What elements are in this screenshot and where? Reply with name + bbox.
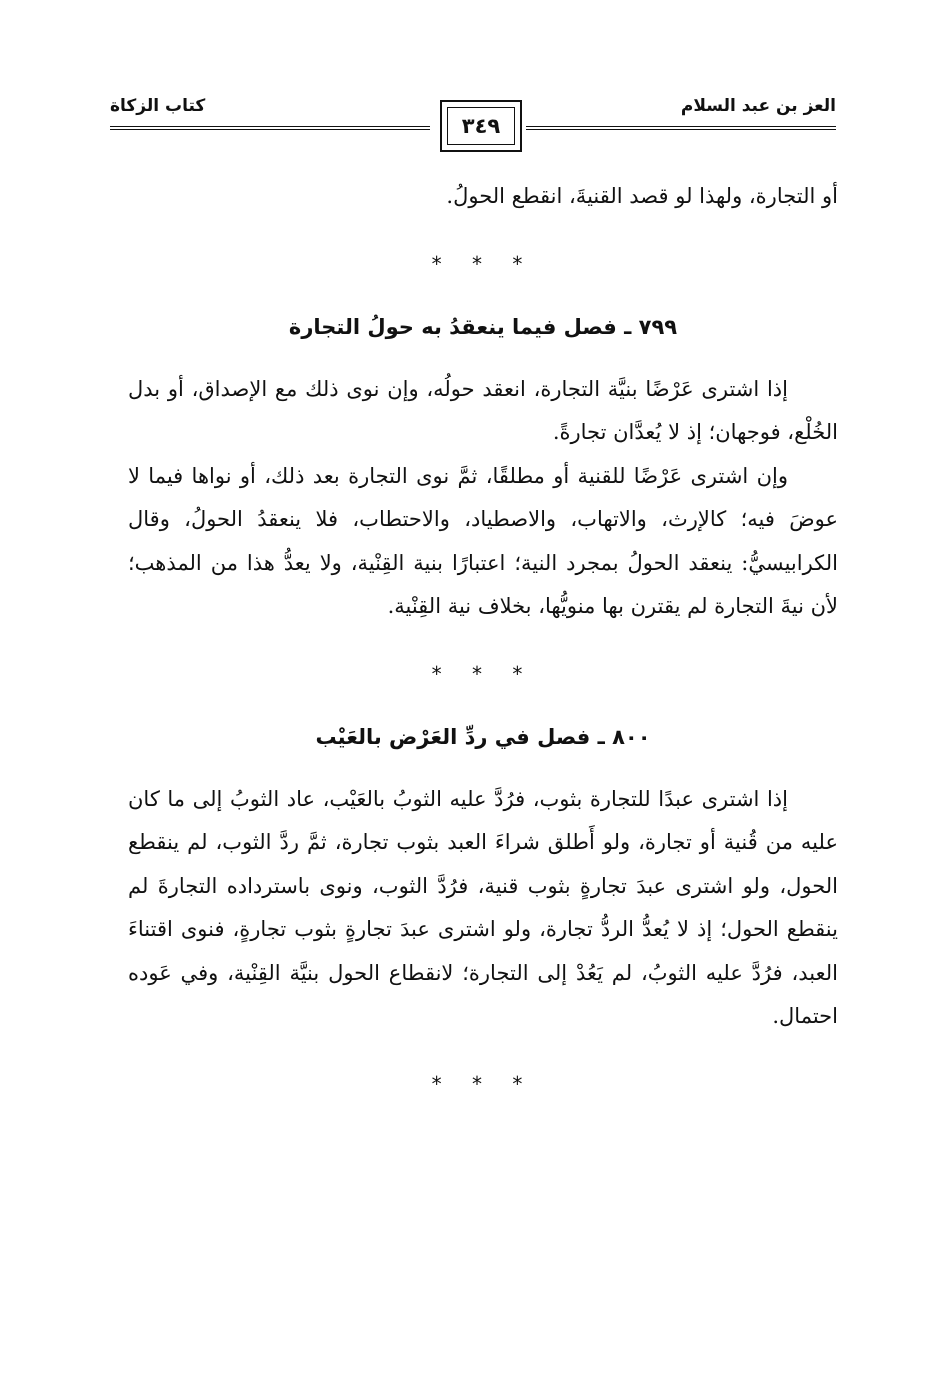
separator-stars: * * *	[431, 1071, 535, 1096]
section-800-paragraph-1: إذا اشترى عبدًا للتجارة بثوب، فرُدَّ عليه الثوبُ بالعَيْب، عاد الثوبُ إلى ما كان عليه من قُنية أو تجارة، ولو أَطلق شراءَ العبد بثوب تجارة، ثمَّ ردَّ الثوب، لم ينقطع الحول، ولو اشترى عبدَ تجارةٍ بثوب قنية، فرُدَّ الثوب، ونوى باسترداده التجارةَ لم ينقطع الحول؛ إذ لا يُعدُّ الردُّ تجارة، ولو اشترى عبدَ تجارةٍ بثوب تجارةٍ، فنوى اقتناءَ العبد، فرُدَّ عليه الثوبُ، لم يَعُدْ إلى التجارة؛ لانقطاع الحول بنيَّة القِنْية، وفي عَوده احتمال.	[128, 786, 838, 1028]
header-book-title: كتاب الزكاة	[110, 96, 206, 116]
page-body	[128, 175, 838, 1126]
header-rule-left	[110, 126, 430, 130]
page-number-box	[440, 100, 522, 152]
page-number: ٣٤٩	[461, 114, 501, 138]
section-800-title: ٨٠٠ ـ فصل في ردِّ العَرْض بالعَيْب	[315, 725, 651, 749]
separator-stars: * * *	[431, 251, 535, 276]
section-799-paragraph-1: إذا اشترى عَرْضًا بنيَّة التجارة، انعقد حولُه، وإن نوى ذلك مع الإصداق، أو بدل الخُلْع، فوجهان؛ إذ لا يُعدَّان تجارةً.	[128, 376, 838, 444]
header-author: العز بن عبد السلام	[680, 96, 836, 116]
separator-stars: * * *	[431, 661, 535, 686]
page-header	[110, 88, 836, 168]
section-799-paragraph-2: وإن اشترى عَرْضًا للقنية أو مطلقًا، ثمَّ نوى التجارة بعد ذلك، أو نواها فيما لا عوضَ فيه؛ كالإرث، والاتهاب، والاصطياد، والاحتطاب، فلا ينعقدُ الحولُ، وقال الكرابيسيُّ: ينعقد الحولُ بمجرد النية؛ اعتبارًا بنية القِنْية، ولا يعدُّ هذا من المذهب؛ لأن نيةَ التجارة لم يقترن بها منويُّها، بخلاف نية القِنْية.	[128, 463, 838, 618]
header-rule-right	[526, 126, 836, 130]
section-799-title: ٧٩٩ ـ فصل فيما ينعقدُ به حولُ التجارة	[288, 315, 678, 339]
intro-line: أو التجارة، ولهذا لو قصد القنيةَ، انقطع الحولُ.	[446, 184, 838, 208]
